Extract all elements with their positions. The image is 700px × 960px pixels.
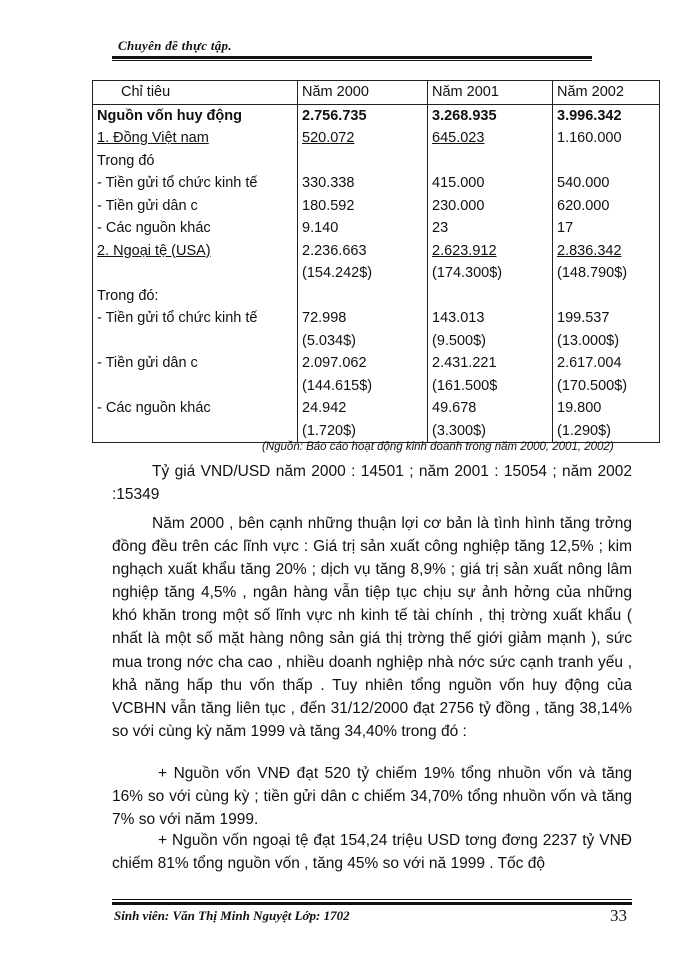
table-cell: 2. Ngoại tệ (USA) [97,242,211,259]
table-cell: (170.500$) [553,375,660,398]
table-cell: 645.023 [432,130,485,146]
table-cell [428,285,553,308]
table-cell: (3.300$) [428,420,553,443]
table-cell: 2.623.912 [432,242,497,259]
header-rule-thin [112,60,592,61]
table-row [93,375,660,398]
table-cell: Trong đó: [93,285,298,308]
table-cell [428,150,553,173]
table-cell: 24.942 [298,397,428,420]
table-cell: 3.268.935 [428,104,553,127]
footer-rule-thin [112,899,632,900]
table-cell: 3.996.342 [553,104,660,127]
table-cell: 72.998 [298,307,428,330]
table-cell: 2.756.735 [298,104,428,127]
table-cell: (148.790$) [553,262,660,285]
table-cell: - Tiền gửi tổ chức kinh tế [93,172,298,195]
table-cell: - Tiền gửi tổ chức kinh tế [93,307,298,330]
body-paragraph: + Nguồn vốn ngoại tệ đạt 154,24 triệu USD tơng đơng 2237 tỷ VNĐ chiếm 81% tổng nguồn vốn , tăng 45% so với nă 1999 . Tốc độ [112,832,632,873]
table-cell: 230.000 [428,195,553,218]
table-cell: (1.720$) [298,420,428,443]
table-cell [93,330,298,353]
table-row [93,240,660,263]
table-cell: 2.236.663 [298,240,428,263]
table-cell: 1. Đồng Việt nam [97,130,209,146]
table-cell: 520.072 [302,130,355,146]
table-row [93,262,660,285]
page-number: 33 [610,906,627,925]
table-cell: (13.000$) [553,330,660,353]
table-cell: 180.592 [298,195,428,218]
table-cell: 415.000 [428,172,553,195]
table-row [93,127,660,150]
header-cell: Năm 2001 [428,81,553,105]
table-cell [298,285,428,308]
table-header-row [93,81,660,105]
table-cell: (1.290$) [553,420,660,443]
table-cell: (174.300$) [428,262,553,285]
table-cell: 2.617.004 [553,352,660,375]
table-cell [93,262,298,285]
table-cell [553,285,660,308]
table-row [93,330,660,353]
table-cell [93,375,298,398]
table-source-note: (Nguồn: Báo cáo hoạt động kinh doanh trong năm 2000, 2001, 2002) [262,441,614,453]
table-cell: Nguồn vốn huy động [93,104,298,127]
table-row [93,307,660,330]
table-cell: 620.000 [553,195,660,218]
table-cell: (161.500$ [428,375,553,398]
table-cell: (5.034$) [298,330,428,353]
table-cell [553,150,660,173]
table-cell: 540.000 [553,172,660,195]
table-row [93,420,660,443]
table-row [93,172,660,195]
table-cell: - Các nguồn khác [93,217,298,240]
table-cell: 19.800 [553,397,660,420]
table-cell: 199.537 [553,307,660,330]
table-cell: 2.836.342 [557,242,622,259]
table-cell: - Tiền gửi dân c [93,195,298,218]
table-cell: (144.615$) [298,375,428,398]
page-header-title: Chuyên đề thực tập. [118,38,232,53]
table-row [93,217,660,240]
table-row [93,352,660,375]
table-cell: Trong đó [93,150,298,173]
table-cell: 9.140 [298,217,428,240]
table-cell: 143.013 [428,307,553,330]
footer-student-info: Sinh viên: Văn Thị Minh Nguyệt Lớp: 1702 [114,908,350,923]
header-cell: Chỉ tiêu [93,81,298,105]
footer-rule [112,902,632,905]
table-cell: 23 [428,217,553,240]
body-paragraph: + Nguồn vốn VNĐ đạt 520 tỷ chiếm 19% tổng nhuồn vốn và tăng 16% so với cùng kỳ ; tiền gửi dân c chiếm 34,70% tổng nhuồn vốn và tăng 7% so với năm 1999. [112,765,632,829]
table-cell: 49.678 [428,397,553,420]
table-row [93,150,660,173]
capital-mobilization-table [92,80,660,443]
body-paragraph: Năm 2000 , bên cạnh những thuận lợi cơ bản là tình hình tăng trởng đồng đều trên các lĩnh vực : Giá trị sản xuất công nghiệp tăng 12,5% ; kim nghạch xuất khẩu tăng 20% ; dịch vụ tăng 8,9% ; giá trị sản xuất nông lâm nghiệp tăng 4,5% , ngân hàng vẫn tiệp tục chịu sự ảnh hởng của những khó khăn trong một số lĩnh vực nh kinh tế tài chính , thị trờng xuất khẩu ( nhất là một số mặt hàng nông sản giá thị trờng thế giới giảm mạnh ), sức mua trong nớc cha cao , nhiều doanh nghiệp nhà nớc sức cạnh tranh yếu , khả năng hấp thu vốn thấp . Tuy nhiên tổng nguồn vốn huy động của VCBHN vẫn tăng liên tục , đến 31/12/2000 đạt 2756 tỷ đồng , tăng 38,14% so với cùng kỳ năm 1999 và tăng 34,40% trong đó : [112,515,632,740]
table-row [93,397,660,420]
table-row [93,285,660,308]
table-cell: (9.500$) [428,330,553,353]
table-cell: 17 [553,217,660,240]
table-cell [298,150,428,173]
table-cell: - Các nguồn khác [93,397,298,420]
table-cell: 2.431.221 [428,352,553,375]
header-cell: Năm 2002 [553,81,660,105]
table-cell: - Tiền gửi dân c [93,352,298,375]
table-cell: 1.160.000 [553,127,660,150]
header-cell: Năm 2000 [298,81,428,105]
header-rule [112,56,592,59]
table-row [93,195,660,218]
table-row [93,104,660,127]
exchange-rate-paragraph: Tỷ giá VND/USD năm 2000 : 14501 ; năm 2001 : 15054 ; năm 2002 :15349 [112,463,632,504]
table-cell: (154.242$) [298,262,428,285]
table-cell: 330.338 [298,172,428,195]
table-cell: 2.097.062 [298,352,428,375]
table-cell [93,420,298,443]
